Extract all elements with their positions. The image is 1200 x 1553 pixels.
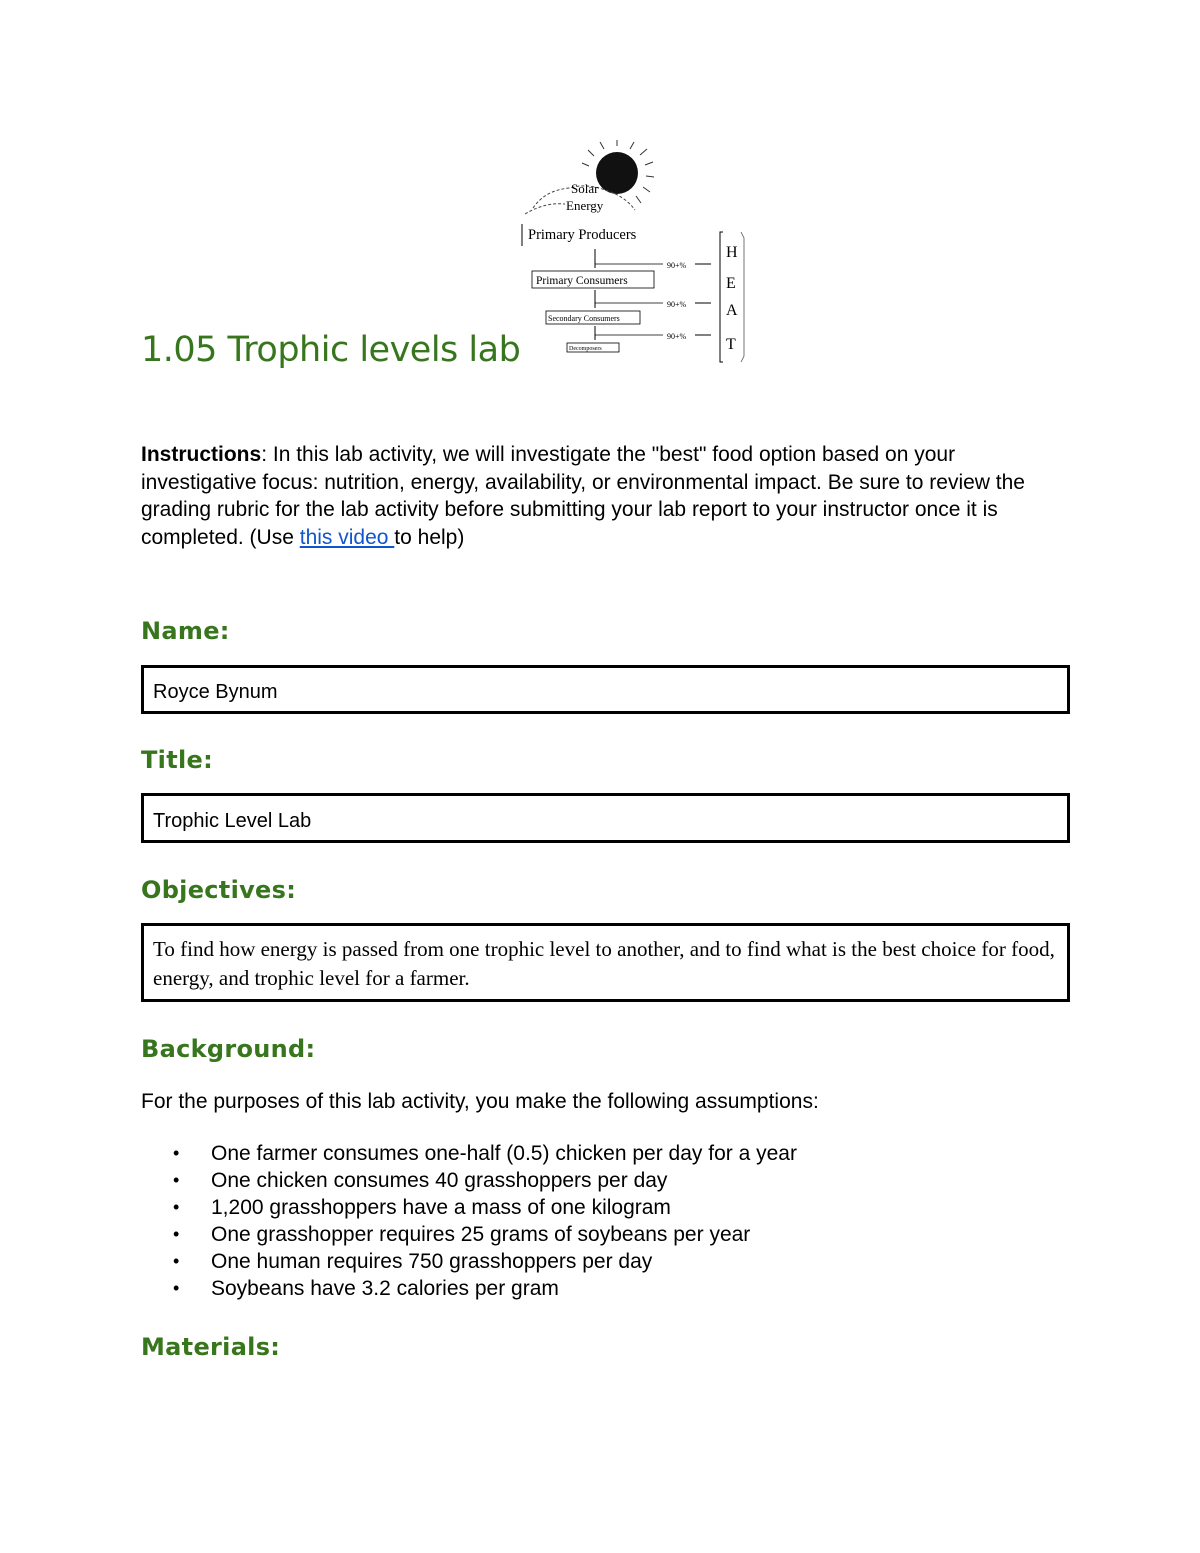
diagram-level-2: Primary Consumers	[536, 275, 628, 287]
assumption-text: One farmer consumes one-half (0.5) chicken per day for a year	[211, 1142, 797, 1165]
background-heading: Background:	[141, 1035, 316, 1063]
assumption-text: One grasshopper requires 25 grams of soybeans per year	[211, 1223, 751, 1246]
assumptions-list	[141, 1140, 797, 1302]
energy-pyramid-diagram	[515, 138, 755, 370]
diagram-heat-letter-e: E	[726, 275, 736, 292]
title-field[interactable]: Trophic Level Lab	[141, 793, 1070, 843]
bullet: •	[173, 1251, 180, 1271]
objectives-heading: Objectives:	[141, 876, 297, 904]
assumption-text: Soybeans have 3.2 calories per gram	[211, 1277, 559, 1300]
video-link[interactable]: this video	[299, 525, 395, 549]
diagram-sun-label-1: Solar	[571, 181, 599, 196]
instructions-text-end: to help)	[394, 525, 465, 549]
bullet: •	[173, 1197, 180, 1217]
list-item	[141, 1248, 797, 1275]
assumption-text: One human requires 750 grasshoppers per day	[211, 1250, 653, 1273]
diagram-level-3: Secondary Consumers	[548, 314, 620, 323]
materials-heading: Materials:	[141, 1333, 281, 1361]
page-title: 1.05 Trophic levels lab	[141, 330, 521, 370]
list-item	[141, 1167, 797, 1194]
instructions-paragraph	[141, 441, 1061, 551]
background-intro: For the purposes of this lab activity, you make the following assumptions:	[141, 1090, 819, 1113]
list-item	[141, 1221, 797, 1248]
list-item	[141, 1275, 797, 1302]
assumption-text: 1,200 grasshoppers have a mass of one kilogram	[211, 1196, 671, 1219]
diagram-heat-letter-a: A	[726, 302, 738, 319]
diagram-loss-label-1: 90+%	[667, 261, 687, 270]
diagram-heat-letter-h: H	[726, 244, 738, 261]
objectives-field[interactable]: To find how energy is passed from one trophic level to another, and to find what is the best choice for food, energy, and trophic level for a farmer.	[141, 923, 1070, 1002]
diagram-level-4: Decomposers	[569, 346, 602, 352]
diagram-heat-letter-t: T	[726, 336, 736, 353]
bullet: •	[173, 1224, 180, 1244]
instructions-text: : In this lab activity, we will investigate the "best" food option based on your investigative focus: nutrition, energy, availability, or environmental impact. Be sure to review the grading rubric for the lab activity before submitting your lab report to your instructor once it is completed. (Use	[141, 443, 1025, 549]
name-field[interactable]: Royce Bynum	[141, 665, 1070, 714]
instructions-label: Instructions	[141, 443, 262, 466]
title-heading: Title:	[141, 746, 213, 774]
assumption-text: One chicken consumes 40 grasshoppers per day	[211, 1169, 668, 1192]
diagram-loss-label-3: 90+%	[667, 332, 687, 341]
bullet: •	[173, 1170, 180, 1190]
diagram-level-1: Primary Producers	[528, 227, 637, 243]
diagram-loss-label-2: 90+%	[667, 300, 687, 309]
diagram-sun-label-2: Energy	[566, 198, 604, 213]
list-item	[141, 1194, 797, 1221]
bullet: •	[173, 1278, 180, 1298]
bullet: •	[173, 1143, 180, 1163]
list-item	[141, 1140, 797, 1167]
name-heading: Name:	[141, 617, 230, 645]
